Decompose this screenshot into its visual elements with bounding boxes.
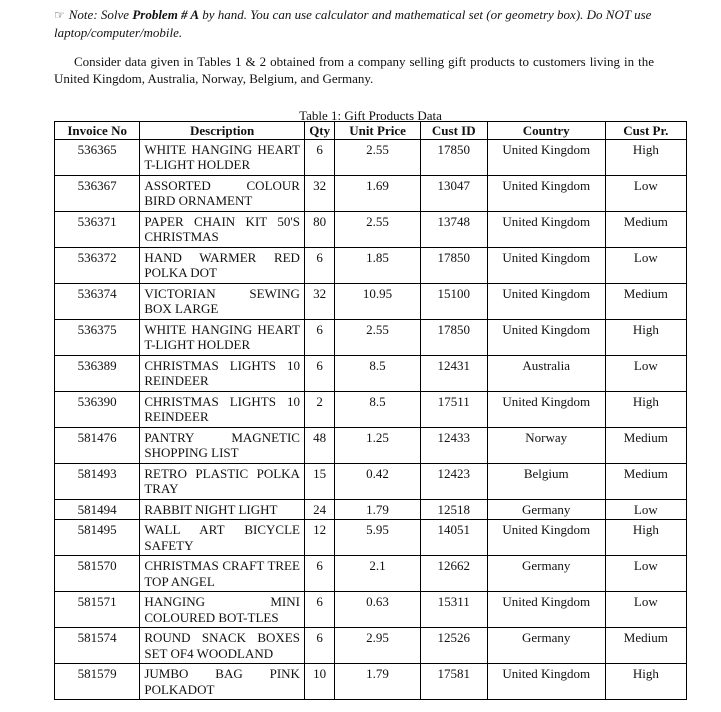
cust-pr-cell: Medium — [605, 463, 686, 499]
table-row — [55, 556, 687, 592]
invoice-no-cell: 581579 — [55, 664, 140, 700]
cust-pr-cell: High — [605, 520, 686, 556]
cust-pr-cell: Medium — [605, 283, 686, 319]
invoice-no-cell: 536375 — [55, 319, 140, 355]
unit-price-cell: 1.69 — [335, 175, 420, 211]
cust-id-cell: 17850 — [420, 319, 487, 355]
cust-id-cell: 12518 — [420, 499, 487, 520]
gift-products-table — [54, 121, 687, 700]
unit-price-cell: 1.79 — [335, 664, 420, 700]
table-body — [55, 139, 687, 700]
country-cell: United Kingdom — [487, 247, 605, 283]
table-row — [55, 139, 687, 175]
qty-cell: 80 — [304, 211, 334, 247]
cust-pr-cell: Low — [605, 175, 686, 211]
description-cell: CHRISTMAS CRAFT TREE TOP ANGEL — [140, 556, 305, 592]
cust-id-cell: 17511 — [420, 391, 487, 427]
header-cust-id: Cust ID — [420, 122, 487, 140]
cust-id-cell: 13748 — [420, 211, 487, 247]
qty-cell: 48 — [304, 427, 334, 463]
qty-cell: 6 — [304, 139, 334, 175]
description-cell: ASSORTED COLOUR BIRD ORNAMENT — [140, 175, 305, 211]
unit-price-cell: 1.85 — [335, 247, 420, 283]
table-row — [55, 247, 687, 283]
invoice-no-cell: 581493 — [55, 463, 140, 499]
unit-price-cell: 8.5 — [335, 391, 420, 427]
table-row — [55, 628, 687, 664]
description-cell: CHRISTMAS LIGHTS 10 REINDEER — [140, 355, 305, 391]
table-row — [55, 391, 687, 427]
table-row — [55, 319, 687, 355]
unit-price-cell: 0.63 — [335, 592, 420, 628]
country-cell: United Kingdom — [487, 319, 605, 355]
invoice-no-cell: 536389 — [55, 355, 140, 391]
unit-price-cell: 0.42 — [335, 463, 420, 499]
table-row — [55, 520, 687, 556]
qty-cell: 6 — [304, 247, 334, 283]
table-row — [55, 211, 687, 247]
country-cell: Germany — [487, 499, 605, 520]
table-row — [55, 664, 687, 700]
cust-id-cell: 17581 — [420, 664, 487, 700]
qty-cell: 10 — [304, 664, 334, 700]
header-qty: Qty — [304, 122, 334, 140]
header-cust-pr: Cust Pr. — [605, 122, 686, 140]
invoice-no-cell: 581494 — [55, 499, 140, 520]
cust-pr-cell: High — [605, 319, 686, 355]
cust-id-cell: 12526 — [420, 628, 487, 664]
table-row — [55, 463, 687, 499]
cust-pr-cell: High — [605, 139, 686, 175]
country-cell: United Kingdom — [487, 139, 605, 175]
table-row — [55, 592, 687, 628]
invoice-no-cell: 581574 — [55, 628, 140, 664]
intro-paragraph: Consider data given in Tables 1 & 2 obtained from a company selling gift products to customers living in the United Kingdom, Australia, Norway, Belgium, and Germany. — [54, 54, 654, 86]
table-caption: Table 1: Gift Products Data — [299, 108, 442, 123]
invoice-no-cell: 581570 — [55, 556, 140, 592]
description-cell: WHITE HANGING HEART T-LIGHT HOLDER — [140, 319, 305, 355]
header-unit-price: Unit Price — [335, 122, 420, 140]
unit-price-cell: 2.55 — [335, 319, 420, 355]
cust-id-cell: 15100 — [420, 283, 487, 319]
unit-price-cell: 1.79 — [335, 499, 420, 520]
note-suffix: by hand. You can use calculator and mathematical set (or geometry box). Do NOT use laptop/computer/mobile. — [54, 7, 652, 40]
qty-cell: 12 — [304, 520, 334, 556]
qty-cell: 6 — [304, 592, 334, 628]
unit-price-cell: 1.25 — [335, 427, 420, 463]
cust-id-cell: 17850 — [420, 139, 487, 175]
invoice-no-cell: 536365 — [55, 139, 140, 175]
country-cell: United Kingdom — [487, 283, 605, 319]
cust-pr-cell: High — [605, 664, 686, 700]
country-cell: United Kingdom — [487, 211, 605, 247]
country-cell: Norway — [487, 427, 605, 463]
table-row — [55, 175, 687, 211]
table-row — [55, 355, 687, 391]
unit-price-cell: 2.55 — [335, 139, 420, 175]
country-cell: Belgium — [487, 463, 605, 499]
country-cell: Germany — [487, 628, 605, 664]
invoice-no-cell: 581571 — [55, 592, 140, 628]
table-row — [55, 283, 687, 319]
unit-price-cell: 10.95 — [335, 283, 420, 319]
qty-cell: 32 — [304, 175, 334, 211]
cust-id-cell: 12431 — [420, 355, 487, 391]
cust-pr-cell: Low — [605, 355, 686, 391]
hand-pointing-icon: ☞ — [54, 8, 65, 22]
description-cell: VICTORIAN SEWING BOX LARGE — [140, 283, 305, 319]
qty-cell: 32 — [304, 283, 334, 319]
country-cell: United Kingdom — [487, 592, 605, 628]
description-cell: HAND WARMER RED POLKA DOT — [140, 247, 305, 283]
qty-cell: 6 — [304, 556, 334, 592]
description-cell: WALL ART BICYCLE SAFETY — [140, 520, 305, 556]
header-description: Description — [140, 122, 305, 140]
cust-id-cell: 12433 — [420, 427, 487, 463]
cust-id-cell: 12423 — [420, 463, 487, 499]
unit-price-cell: 2.1 — [335, 556, 420, 592]
description-cell: RETRO PLASTIC POLKA TRAY — [140, 463, 305, 499]
invoice-no-cell: 536390 — [55, 391, 140, 427]
cust-id-cell: 17850 — [420, 247, 487, 283]
cust-id-cell: 15311 — [420, 592, 487, 628]
cust-pr-cell: Low — [605, 556, 686, 592]
cust-pr-cell: Low — [605, 592, 686, 628]
cust-id-cell: 14051 — [420, 520, 487, 556]
cust-id-cell: 12662 — [420, 556, 487, 592]
note-prefix: Note: Solve — [68, 7, 133, 22]
note-paragraph — [54, 6, 654, 42]
cust-pr-cell: Low — [605, 247, 686, 283]
invoice-no-cell: 536367 — [55, 175, 140, 211]
cust-pr-cell: High — [605, 391, 686, 427]
invoice-no-cell: 536374 — [55, 283, 140, 319]
cust-id-cell: 13047 — [420, 175, 487, 211]
qty-cell: 15 — [304, 463, 334, 499]
qty-cell: 6 — [304, 355, 334, 391]
cust-pr-cell: Medium — [605, 628, 686, 664]
invoice-no-cell: 581495 — [55, 520, 140, 556]
unit-price-cell: 2.55 — [335, 211, 420, 247]
country-cell: United Kingdom — [487, 520, 605, 556]
invoice-no-cell: 581476 — [55, 427, 140, 463]
description-cell: WHITE HANGING HEART T-LIGHT HOLDER — [140, 139, 305, 175]
table-header-row — [55, 122, 687, 140]
note-problem: Problem # A — [132, 7, 199, 22]
country-cell: United Kingdom — [487, 175, 605, 211]
description-cell: ROUND SNACK BOXES SET OF4 WOODLAND — [140, 628, 305, 664]
description-cell: CHRISTMAS LIGHTS 10 REINDEER — [140, 391, 305, 427]
description-cell: RABBIT NIGHT LIGHT — [140, 499, 305, 520]
country-cell: United Kingdom — [487, 664, 605, 700]
table-row — [55, 499, 687, 520]
unit-price-cell: 8.5 — [335, 355, 420, 391]
unit-price-cell: 2.95 — [335, 628, 420, 664]
header-invoice-no: Invoice No — [55, 122, 140, 140]
country-cell: Australia — [487, 355, 605, 391]
description-cell: JUMBO BAG PINK POLKADOT — [140, 664, 305, 700]
cust-pr-cell: Low — [605, 499, 686, 520]
header-country: Country — [487, 122, 605, 140]
country-cell: Germany — [487, 556, 605, 592]
country-cell: United Kingdom — [487, 391, 605, 427]
invoice-no-cell: 536372 — [55, 247, 140, 283]
invoice-no-cell: 536371 — [55, 211, 140, 247]
unit-price-cell: 5.95 — [335, 520, 420, 556]
table-row — [55, 427, 687, 463]
description-cell: PANTRY MAGNETIC SHOPPING LIST — [140, 427, 305, 463]
qty-cell: 6 — [304, 319, 334, 355]
description-cell: HANGING MINI COLOURED BOT-TLES — [140, 592, 305, 628]
description-cell: PAPER CHAIN KIT 50'S CHRISTMAS — [140, 211, 305, 247]
qty-cell: 24 — [304, 499, 334, 520]
qty-cell: 6 — [304, 628, 334, 664]
cust-pr-cell: Medium — [605, 427, 686, 463]
qty-cell: 2 — [304, 391, 334, 427]
cust-pr-cell: Medium — [605, 211, 686, 247]
